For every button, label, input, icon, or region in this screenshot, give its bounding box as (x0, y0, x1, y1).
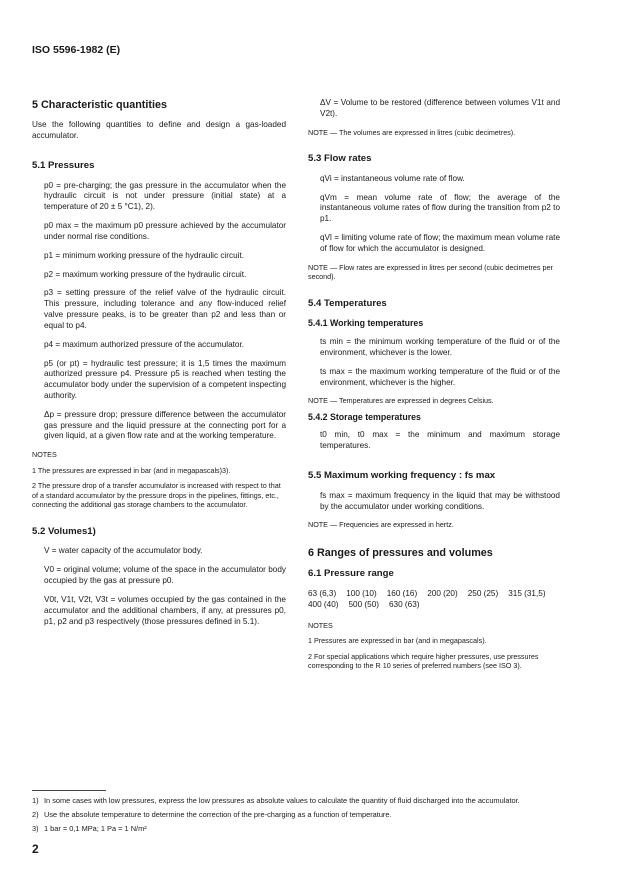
pressure-value: 63 (6,3) (308, 588, 337, 598)
pressure-value: 630 (63) (389, 599, 420, 609)
def-delta-v: ΔV = Volume to be restored (difference between volumes V1t and V2t). (320, 98, 560, 118)
def-v0: V0 = original volume; volume of the space in the accumulator body occupied by the gas at pressure p0. (44, 565, 286, 586)
footnote-2: 2) Use the absolute temperature to determine the correction of the pre-charging as a function of temperature. (32, 810, 392, 819)
section-5-intro: Use the following quantities to define and design a gas-loaded accumulator. (32, 120, 286, 141)
def-p3: p3 = setting pressure of the relief valve of the hydraulic circuit. This pressure, including tolerance and any flow-induced relief valve pressure peaks, is to be greater than p2 and less than or equal to p4. (44, 288, 286, 330)
def-fs-max: fs max = maximum frequency in the liquid that may be withstood by the accumulator under working conditions. (320, 490, 560, 511)
section-6-1-title: 6.1 Pressure range (308, 568, 394, 580)
def-p0: p0 = pre-charging; the gas pressure in the accumulator when the hydraulic circuit is not under pressure (initial state) at a temperature of 20 ± 5 °C1), 2). (44, 180, 286, 212)
def-v: V = water capacity of the accumulator body. (44, 546, 203, 556)
section-5-4-1-title: 5.4.1 Working temperatures (308, 318, 424, 329)
section-5-4-title: 5.4 Temperatures (308, 297, 387, 309)
def-p0max: p0 max = the maximum p0 pressure achieved by the accumulator under normal rise conditions. (44, 221, 286, 241)
footnote-rule (32, 790, 106, 791)
def-qvl: qVl = limiting volume rate of flow; the maximum mean volume rate of flow for which the accumulator is designed. (320, 233, 560, 253)
note-1: 1 The pressures are expressed in bar (and in megapascals)3). (32, 465, 231, 475)
section-5-1-title: 5.1 Pressures (32, 159, 95, 171)
frequency-note: NOTE — Frequencies are expressed in hertz. (308, 520, 454, 530)
def-p4: p4 = maximum authorized pressure of the accumulator. (44, 339, 245, 349)
notes-label: NOTES (32, 450, 57, 460)
right-column (308, 98, 560, 677)
def-p2: p2 = maximum working pressure of the hydraulic circuit. (44, 269, 247, 279)
section-5-title: 5 Characteristic quantities (32, 99, 168, 111)
pressure-range-values (308, 589, 560, 611)
pressure-value: 315 (31,5) (508, 588, 546, 598)
def-t0: t0 min, t0 max = the minimum and maximum storage temperatures. (320, 430, 560, 451)
section-5-5-title: 5.5 Maximum working frequency : fs max (308, 470, 496, 482)
pressure-note-1: 1 Pressures are expressed in bar (and in megapascals). (308, 636, 487, 645)
def-delta-p: Δp = pressure drop; pressure difference between the accumulator gas pressure and the liquid pressure at the connecting port for a given liquid, at a given flow rate and at the working temperature. (44, 409, 286, 441)
section-5-2-title: 5.2 Volumes1) (32, 525, 96, 537)
volumes-note: NOTE — The volumes are expressed in litres (cubic decimetres). (308, 127, 516, 137)
def-ts-max: ts max = the maximum working temperature of the fluid or of the environment, whichever is the higher. (320, 366, 560, 387)
def-p5: p5 (or pt) = hydraulic test pressure; it is 1,5 times the maximum authorized pressure p4. Pressure p5 is reached when testing the accumulator body under the supervision of a competent inspecting authority. (44, 358, 286, 400)
flow-note: NOTE — Flow rates are expressed in litres per second (cubic decimetres per second). (308, 262, 553, 282)
pressure-notes-label: NOTES (308, 620, 333, 630)
pressure-value: 100 (10) (346, 588, 377, 598)
section-6-title: 6 Ranges of pressures and volumes (308, 546, 493, 559)
def-qvi: qVi = instantaneous volume rate of flow. (320, 173, 465, 183)
pressure-value: 200 (20) (427, 588, 458, 598)
document-header: ISO 5596-1982 (E) (32, 44, 121, 56)
section-5-4-2-title: 5.4.2 Storage temperatures (308, 411, 421, 422)
page-number: 2 (32, 842, 39, 856)
left-column (32, 98, 286, 635)
section-5-3-title: 5.3 Flow rates (308, 153, 372, 165)
note-2: 2 The pressure drop of a transfer accumulator is increased with respect to that of a standard accumulator by the pressure drops in the pipelines, fittings, etc., connecting the additional gas storage chambers to the accumulator. (32, 481, 281, 510)
temperature-note: NOTE — Temperatures are expressed in degrees Celsius. (308, 396, 494, 406)
pressure-value: 400 (40) (308, 599, 339, 609)
footnote-1: 1) In some cases with low pressures, express the low pressures as absolute values to calculate the quantity of fluid discharged into the accumulator. (32, 796, 520, 805)
pressure-value: 500 (50) (348, 599, 379, 609)
def-vt: V0t, V1t, V2t, V3t = volumes occupied by the gas contained in the accumulator and the additional chambers, if any, at pressures p0, p1, p2 and p3 respectively (those pressures defined in 5.1). (44, 594, 286, 626)
def-p1: p1 = minimum working pressure of the hydraulic circuit. (44, 250, 244, 260)
pressure-value: 160 (16) (386, 588, 418, 598)
def-qvm: qVm = mean volume rate of flow; the average of the instantaneous volume rates of flow during the transition from p2 to p1. (320, 192, 560, 224)
pressure-note-2: 2 For special applications which require higher pressures, use pressures corresponding to the R 10 series of preferred numbers (see ISO 3). (308, 651, 539, 670)
def-ts-min: ts min = the minimum working temperature of the fluid or of the environment, whichever is the lower. (320, 337, 560, 357)
footnote-3: 3) 1 bar = 0,1 MPa; 1 Pa = 1 N/m² (32, 824, 147, 833)
pressure-value: 250 (25) (467, 588, 499, 598)
